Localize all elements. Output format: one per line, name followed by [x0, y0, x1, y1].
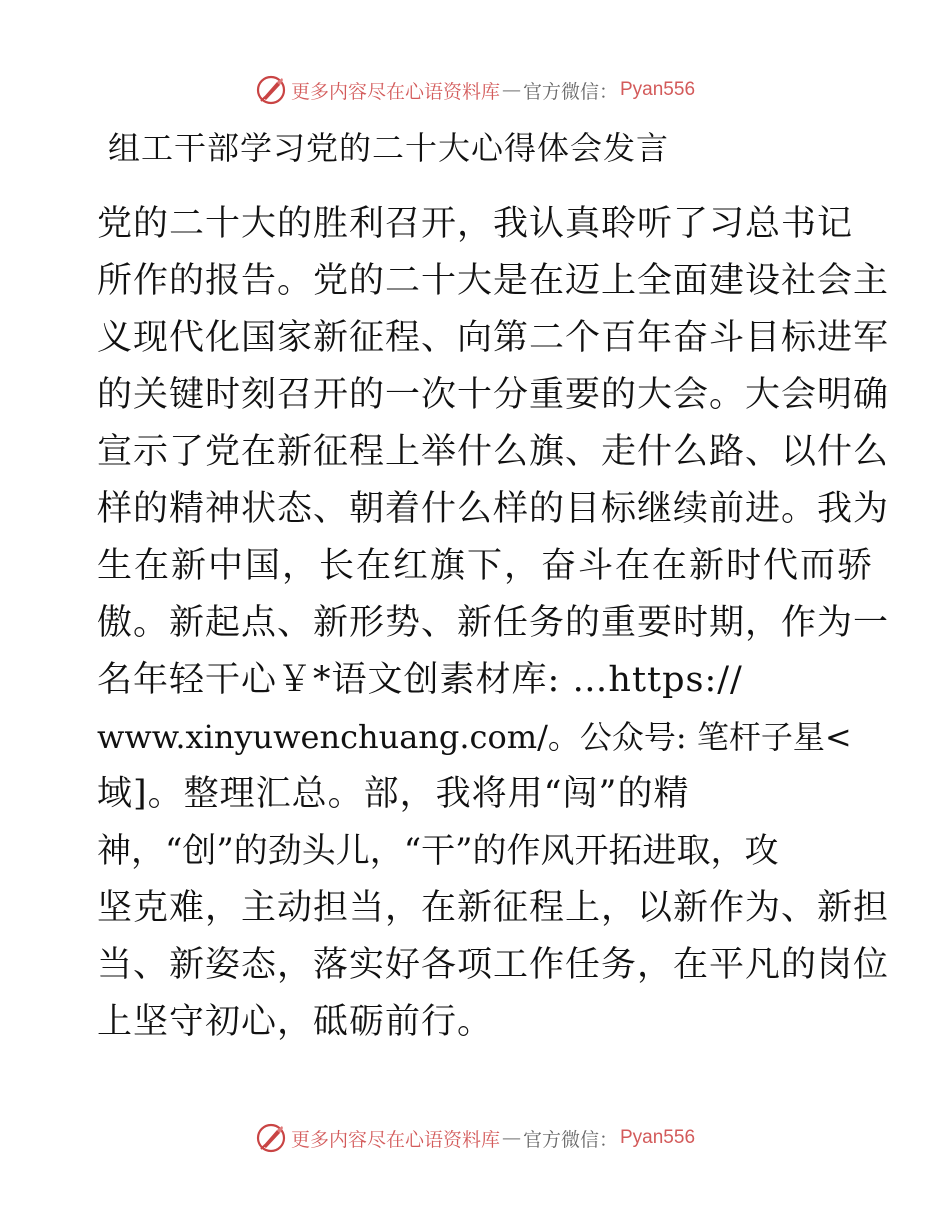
body-line: 傲。新起点、新形势、新任务的重要时期，作为一 [97, 603, 890, 643]
banner-wechat-id: Pyan556 [620, 1127, 696, 1148]
body-line: www.xinyuwenchuang.com/。公众号: 笔杆子星< [97, 718, 852, 756]
body-line: 所作的报告。党的二十大是在迈上全面建设社会主 [97, 261, 890, 301]
body-line: 域]。整理汇总。部，我将用“闯”的精 [97, 774, 690, 814]
body-line: 坚克难，主动担当，在新征程上，以新作为、新担 [97, 888, 890, 928]
banner-wechat-id: Pyan556 [620, 79, 696, 100]
body-line: 义现代化国家新征程、向第二个百年奋斗目标进军 [97, 318, 890, 358]
body-line: 当、新姿态，落实好各项工作任务，在平凡的岗位 [97, 945, 890, 985]
body-line: 名年轻干心￥*语文创素材库: …https:// [97, 660, 743, 700]
quill-pen-logo-icon [255, 74, 287, 106]
quill-pen-logo-icon [255, 1122, 287, 1154]
body-line: 的关键时刻召开的一次十分重要的大会。大会明确 [97, 375, 890, 415]
banner-library-text: 更多内容尽在心语资料库 [290, 1128, 500, 1151]
footer-banner [0, 1118, 950, 1158]
banner-official-label: 官方微信： [522, 80, 618, 103]
body-line: 党的二十大的胜利召开，我认真聆听了习总书记 [97, 204, 854, 244]
document-body [97, 196, 890, 1051]
body-line: 宣示了党在新征程上举什么旗、走什么路、以什么 [97, 432, 890, 472]
header-banner [0, 70, 950, 110]
document-title: 组工干部学习党的二十大心得体会发言 [108, 129, 670, 167]
banner-text [291, 77, 695, 104]
body-line: 上坚守初心，砥砺前行。 [97, 1002, 494, 1042]
banner-dash: — [501, 1127, 521, 1149]
body-line: 样的精神状态、朝着什么样的目标继续前进。我为 [97, 489, 890, 529]
banner-library-text: 更多内容尽在心语资料库 [290, 80, 500, 103]
body-line: 神，“创”的劲头儿，“干”的作风开拓进取，攻 [97, 831, 779, 871]
banner-dash: — [501, 79, 521, 101]
banner-text [291, 1125, 695, 1152]
body-line: 生在新中国，长在红旗下，奋斗在在新时代而骄 [97, 546, 875, 586]
banner-official-label: 官方微信： [522, 1128, 618, 1151]
